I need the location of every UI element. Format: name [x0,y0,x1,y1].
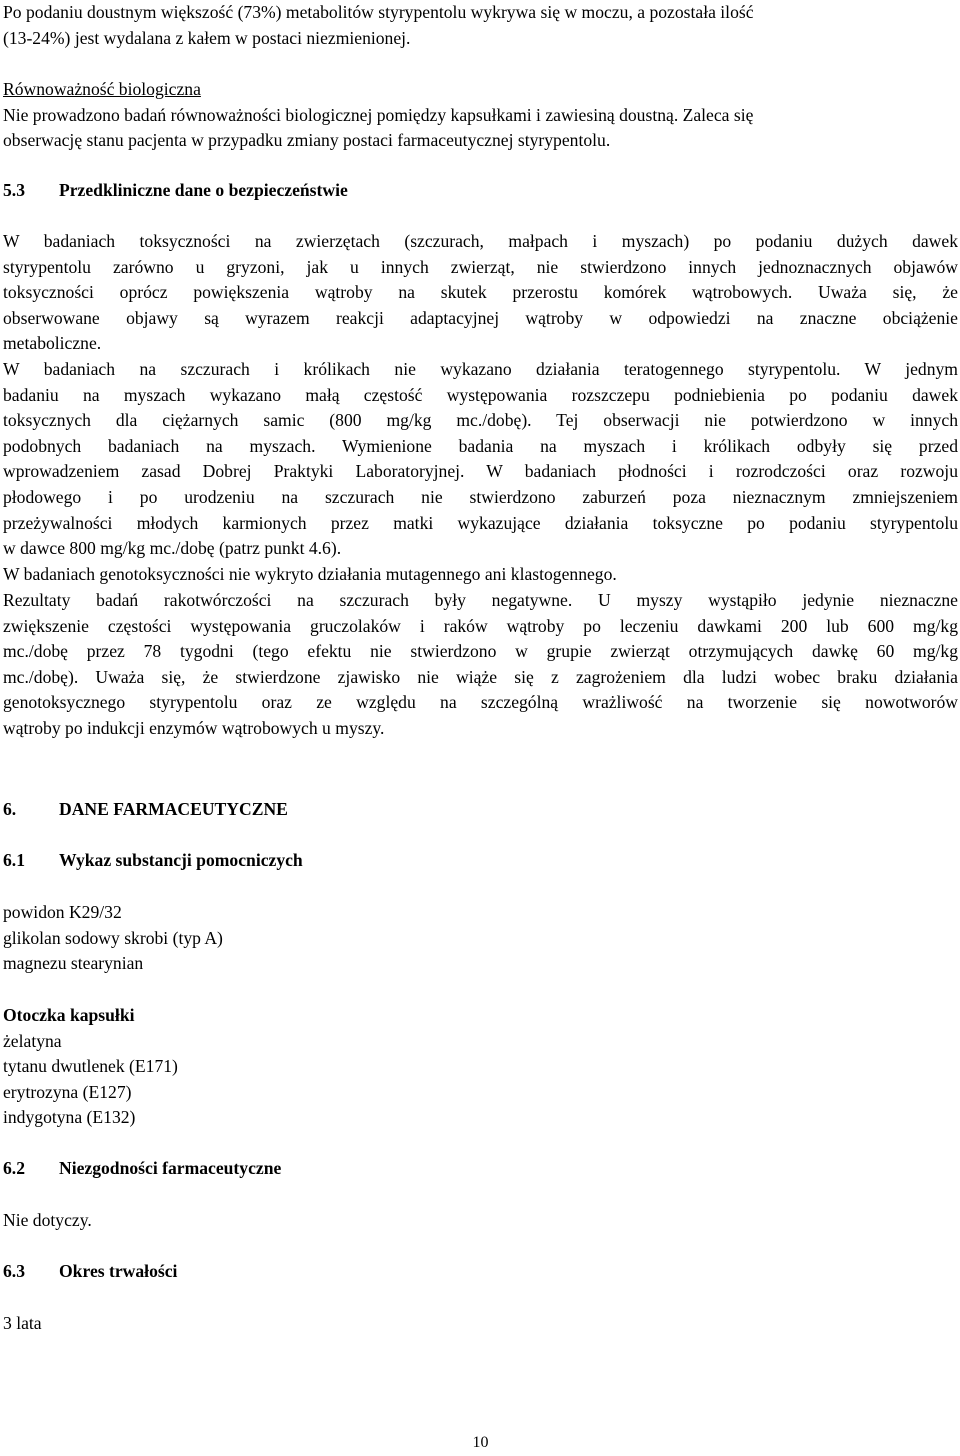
p2-line-7: przeżywalności młodych karmionych przez matki wykazujące działania toksyczne po podaniu styrypentolu [3,512,958,533]
intro-line-2: (13-24%) jest wydalana z kałem w postaci niezmienionej. [3,27,411,48]
section-6-3-number: 6.3 [3,1261,25,1281]
p1-line-2: styrypentolu zarówno u gryzoni, jak u innych zwierząt, nie stwierdzono innych jednoznacznych objawów [3,256,958,277]
excipients-list [3,900,958,977]
section-5-3-heading [3,178,348,204]
section-5-3-paragraph-1 [3,229,958,357]
section-6-number: 6. [3,799,17,819]
section-6-1-heading [3,848,303,874]
p2-line-2: badaniu na myszach wykazano małą częstość występowania rozszczepu podniebienia po podaniu dawek [3,384,958,405]
section-5-3-title: Przedkliniczne dane o bezpieczeństwie [59,180,348,200]
section-6-3-heading [3,1259,177,1285]
page-number: 10 [472,1434,489,1451]
section-6-2-number: 6.2 [3,1158,25,1178]
p3-line-1: W badaniach genotoksyczności nie wykryto działania mutagennego ani klastogennego. [3,564,617,584]
capsule-shell-list [3,1003,958,1131]
bioequivalence-title: Równoważność biologiczna [3,79,201,99]
section-6-2-title: Niezgodności farmaceutyczne [59,1158,282,1178]
intro-line-1: Po podaniu doustnym większość (73%) metabolitów styrypentolu wykrywa się w moczu, a pozostała ilość [3,2,754,22]
p1-line-1: W badaniach toksyczności na zwierzętach (szczurach, małpach i myszach) po podaniu dużych dawek [3,231,958,251]
section-5-3-paragraph-4 [3,588,958,742]
section-6-title: DANE FARMACEUTYCZNE [59,799,288,819]
excipient-item: magnezu stearynian [3,953,144,974]
p1-line-5: metaboliczne. [3,333,102,354]
document-page [3,0,958,1451]
section-6-heading [3,797,288,823]
section-6-2-heading [3,1156,281,1182]
p4-line-2: zwiększenie częstości występowania gruczolaków i raków wątroby po leczeniu dawkami 200 lub 600 mg/kg [3,615,958,636]
intro-paragraph [3,0,958,51]
section-5-3-paragraph-3 [3,562,958,588]
section-6-3-value: 3 lata [3,1313,42,1333]
p2-line-1: W badaniach na szczurach i królikach nie wykazano działania teratogennego styrypentolu. W jednym [3,359,958,379]
bioequivalence-line-1: Nie prowadzono badań równoważności biologicznej pomiędzy kapsułkami i zawiesiną doustną. Zaleca się [3,104,754,125]
p4-line-4: mc./dobę). Uważa się, że stwierdzone zjawisko nie wiąże się z zagrożeniem dla ludzi wobec braku działania [3,666,958,687]
p2-line-4: podobnych badaniach na myszach. Wymienione badania na myszach i królikach odbyły się przed [3,435,958,456]
excipient-item: glikolan sodowy skrobi (typ A) [3,927,223,948]
section-6-3-text [3,1311,958,1337]
section-6-1-number: 6.1 [3,850,25,870]
p4-line-5: genotoksycznego styrypentolu oraz ze względu na szczególną wrażliwość na tworzenie się nowotworów [3,692,958,713]
section-6-2-text [3,1208,958,1234]
p2-line-6: płodowego i po urodzeniu na szczurach nie stwierdzono zaburzeń poza nieznacznym zmniejszeniem [3,486,958,507]
p4-line-6: wątroby po indukcji enzymów wątrobowych u myszy. [3,717,385,738]
section-5-3-number: 5.3 [3,180,25,200]
section-6-3-title: Okres trwałości [59,1261,178,1281]
section-6-1-title: Wykaz substancji pomocniczych [59,850,303,870]
shell-item: indygotyna (E132) [3,1107,136,1128]
shell-item: erytrozyna (E127) [3,1081,132,1102]
excipient-item: powidon K29/32 [3,902,122,922]
capsule-shell-title: Otoczka kapsułki [3,1005,135,1025]
p4-line-3: mc./dobę przez 78 tygodni (tego efektu nie stwierdzono w grupie zwierząt otrzymujących dawkę 60 mg/kg [3,641,958,662]
shell-item: żelatyna [3,1030,62,1051]
section-6-2-value: Nie dotyczy. [3,1210,92,1230]
shell-item: tytanu dwutlenek (E171) [3,1056,178,1077]
p2-line-8: w dawce 800 mg/kg mc./dobę (patrz punkt 4.6). [3,538,342,559]
bioequivalence-line-2: obserwację stanu pacjenta w przypadku zmiany postaci farmaceutycznej styrypentolu. [3,130,611,151]
p1-line-4: obserwowane objawy są wyrazem reakcji adaptacyjnej wątroby w odpowiedzi na znaczne obciążenie [3,307,958,328]
p4-line-1: Rezultaty badań rakotwórczości na szczurach były negatywne. U myszy wystąpiło jedynie nieznaczne [3,590,958,610]
p1-line-3: toksyczności oprócz powiększenia wątroby na skutek przerostu komórek wątrobowych. Uważa się, że [3,282,958,303]
section-5-3-paragraph-2 [3,357,958,562]
p2-line-5: wprowadzeniem zasad Dobrej Praktyki Laboratoryjnej. W badaniach płodności i rozrodczości oraz rozwoju [3,461,958,482]
p2-line-3: toksycznych dla ciężarnych samic (800 mg/kg mc./dobę). Tej obserwacji nie potwierdzono w innych [3,410,958,431]
bioequivalence-block [3,77,958,154]
